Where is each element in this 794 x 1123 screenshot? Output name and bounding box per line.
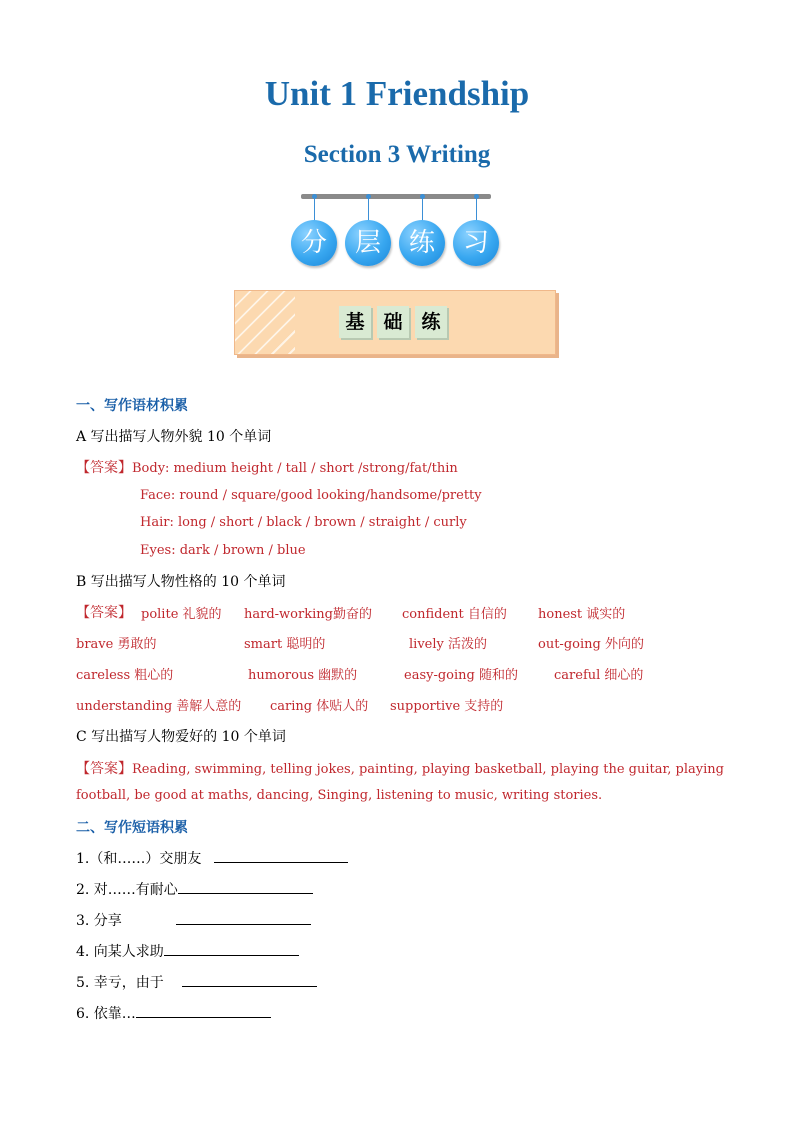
answer-c-line2: football, be good at maths, dancing, Singing, listening to music, writing stories. <box>76 788 603 803</box>
banner-tile: 练 <box>415 306 447 338</box>
hanger-string <box>368 198 369 222</box>
answer-a-body: Body: medium height / tall / short /strong/fat/thin <box>132 461 458 476</box>
trait-item: hard-working勤奋的 <box>244 607 372 622</box>
hanging-char-circle: 层 <box>345 220 391 266</box>
trait-item: polite 礼貌的 <box>141 607 222 622</box>
hanger-bar <box>301 194 491 199</box>
phrase-prompt: 2. 对……有耐心 <box>76 882 178 898</box>
page-subtitle: Section 3 Writing <box>303 141 491 168</box>
answer-a-face: Face: round / square/good looking/handsome/pretty <box>140 488 482 503</box>
answer-blank[interactable] <box>164 941 299 956</box>
hanger-string <box>314 198 315 222</box>
answer-label: 【答案】 <box>76 761 132 777</box>
phrase-prompt: 6. 依靠… <box>76 1006 136 1022</box>
trait-item: understanding 善解人意的 <box>76 699 242 714</box>
question-c: C 写出描写人物爱好的 10 个单词 <box>76 729 286 745</box>
page-title: Unit 1 Friendship <box>264 74 530 113</box>
answer-label: 【答案】 <box>76 605 132 621</box>
trait-item: brave 勇敢的 <box>76 637 157 652</box>
phrase-item <box>76 972 317 992</box>
trait-item: out-going 外向的 <box>538 637 644 652</box>
answer-c-line1 <box>76 758 724 778</box>
phrase-item <box>76 848 348 868</box>
trait-item: supportive 支持的 <box>390 699 504 714</box>
answer-blank[interactable] <box>136 1003 271 1018</box>
phrase-prompt: 5. 幸亏，由于 <box>76 975 164 991</box>
question-a: A 写出描写人物外貌 10 个单词 <box>76 429 272 445</box>
answer-a-line <box>76 457 458 477</box>
phrase-prompt: 1.（和……）交朋友 <box>76 851 202 867</box>
trait-item: honest 诚实的 <box>538 607 626 622</box>
trait-item: confident 自信的 <box>402 607 507 622</box>
trait-item: smart 聪明的 <box>244 637 326 652</box>
phrase-item <box>76 941 299 961</box>
trait-item: careful 细心的 <box>554 668 644 683</box>
answer-label: 【答案】 <box>76 460 132 476</box>
phrase-item <box>76 879 313 899</box>
trait-item: caring 体贴人的 <box>270 699 369 714</box>
hanger-string <box>476 198 477 222</box>
banner-tile: 基 <box>339 306 371 338</box>
section-heading: 二、写作短语积累 <box>76 820 188 836</box>
trait-item: easy-going 随和的 <box>404 668 518 683</box>
answer-c-text: Reading, swimming, telling jokes, painting, playing basketball, playing the guitar, playing <box>132 762 724 777</box>
hanging-char-circle: 习 <box>453 220 499 266</box>
trait-item: lively 活泼的 <box>409 637 487 652</box>
banner-tile: 础 <box>377 306 409 338</box>
banner-stripe-decoration <box>235 291 295 354</box>
hanging-char-circle: 练 <box>399 220 445 266</box>
answer-blank[interactable] <box>176 910 311 925</box>
section-heading: 一、写作语材积累 <box>76 398 188 414</box>
level-banner <box>234 290 556 355</box>
phrase-item <box>76 910 311 930</box>
answer-b-row <box>76 602 132 622</box>
answer-a-hair: Hair: long / short / black / brown / straight / curly <box>140 515 467 530</box>
answer-blank[interactable] <box>214 848 348 863</box>
trait-item: careless 粗心的 <box>76 668 174 683</box>
hanging-char-circle: 分 <box>291 220 337 266</box>
phrase-item <box>76 1003 271 1023</box>
answer-blank[interactable] <box>178 879 313 894</box>
hanger-string <box>422 198 423 222</box>
phrase-prompt: 3. 分享 <box>76 913 122 929</box>
question-b: B 写出描写人物性格的 10 个单词 <box>76 574 286 590</box>
answer-a-eyes: Eyes: dark / brown / blue <box>140 543 306 558</box>
trait-item: humorous 幽默的 <box>248 668 358 683</box>
answer-blank[interactable] <box>182 972 317 987</box>
phrase-prompt: 4. 向某人求助 <box>76 944 164 960</box>
